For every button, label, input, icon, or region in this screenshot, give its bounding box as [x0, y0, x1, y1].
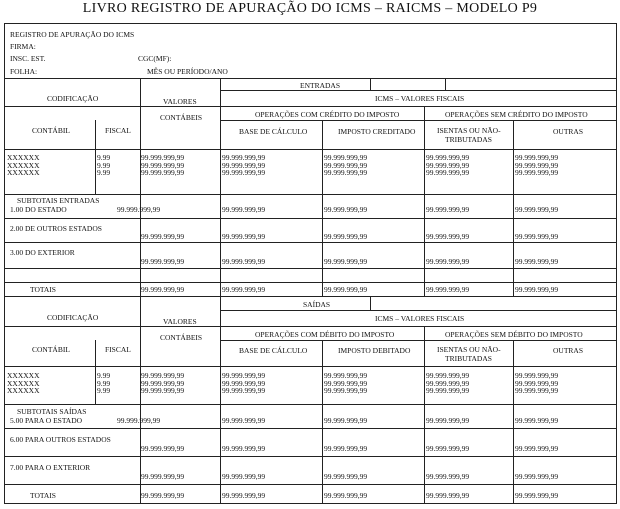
saidas-label: SAÍDAS [303, 300, 331, 309]
imposto-debitado-header: IMPOSTO DEBITADO [338, 346, 411, 355]
value-cell: 99.999.999,99 [515, 491, 559, 500]
firma-label: FIRMA: [10, 42, 36, 51]
row-label: 1.00 DO ESTADO [10, 205, 67, 214]
value-cell: 99.999.999,99 [222, 285, 266, 294]
rule [5, 149, 616, 150]
op-sem-credito-header: OPERAÇÕES SEM CRÉDITO DO IMPOSTO [445, 110, 588, 119]
value-cell: 99.999.999,99 [426, 257, 470, 266]
value-cell: 99.999.999,99 [117, 205, 161, 214]
rule [445, 78, 446, 90]
value-cell: 99.999.999,99 [324, 416, 368, 425]
tributadas-header: TRIBUTADAS [445, 135, 492, 144]
totais-label: TOTAIS [30, 285, 56, 294]
rule [370, 296, 371, 310]
value-cell: 99.999.999,99 [324, 491, 368, 500]
value-cell: 99.999.999,99 [222, 472, 266, 481]
value-cell: 99.999.999,99 [515, 285, 559, 294]
value-cell: 99.999.999,99 [515, 232, 559, 241]
value-cell: 99.999.999,99 [324, 232, 368, 241]
rule [95, 120, 96, 194]
value-cell: 99.999.999,99 [222, 257, 266, 266]
tributadas-header: TRIBUTADAS [445, 354, 492, 363]
rule [5, 296, 616, 297]
rule [220, 120, 616, 121]
value-cell: 99.999.999,99 [222, 232, 266, 241]
rule [513, 340, 514, 504]
fiscal-header: FISCAL [105, 345, 131, 354]
rule [370, 78, 371, 90]
rule [5, 404, 616, 405]
outras-header: OUTRAS [553, 346, 584, 355]
entradas-fiscal-codes: 9.99 9.99 9.99 [97, 153, 111, 178]
value-cell: 99.999.999,99 [141, 285, 185, 294]
saidas-values: 99.999.999,99 99.999.999,99 99.999.999,99 [324, 371, 368, 396]
rule [220, 90, 616, 91]
value-cell: 99.999.999,99 [141, 472, 185, 481]
contabil-header: CONTÁBIL [32, 345, 70, 354]
rule [220, 296, 221, 504]
op-credito-header: OPERAÇÕES COM CRÉDITO DO IMPOSTO [255, 110, 400, 119]
row-label: 3.00 DO EXTERIOR [10, 248, 75, 257]
rule [424, 326, 425, 504]
entradas-values: 99.999.999,99 99.999.999,99 99.999.999,99 [515, 153, 559, 178]
base-calculo-header: BASE DE CÁLCULO [239, 127, 308, 136]
rule [5, 366, 616, 367]
page-title: LIVRO REGISTRO DE APURAÇÃO DO ICMS – RAICMS – MODELO P9 [82, 1, 538, 16]
rule [5, 326, 616, 327]
totais-label: TOTAIS [30, 491, 56, 500]
codificacao-header: CODIFICAÇÃO [47, 313, 99, 322]
cgc-label: CGC(MF): [138, 54, 172, 63]
folha-label: FOLHA: [10, 67, 38, 76]
isentas-header: ISENTAS OU NÃO- [437, 345, 501, 354]
contabeis-header: CONTÁBEIS [160, 113, 203, 122]
value-cell: 99.999.999,99 [141, 444, 185, 453]
rule [322, 340, 323, 504]
rule [5, 106, 616, 107]
saidas-values: 99.999.999,99 99.999.999,99 99.999.999,99 [515, 371, 559, 396]
value-cell: 99.999.999,99 [515, 444, 559, 453]
registro-label: REGISTRO DE APURAÇÃO DO ICMS [10, 30, 135, 39]
rule [5, 218, 616, 219]
valores-header: VALORES [163, 317, 197, 326]
rule [220, 310, 616, 311]
op-debito-header: OPERAÇÕES COM DÉBITO DO IMPOSTO [255, 330, 395, 339]
entradas-items: XXXXXX XXXXXX XXXXXX [7, 153, 40, 178]
entradas-values: 99.999.999,99 99.999.999,99 99.999.999,99 [141, 153, 185, 178]
value-cell: 99.999.999,99 [324, 205, 368, 214]
rule [220, 78, 221, 296]
value-cell: 99.999.999,99 [515, 416, 559, 425]
mes-label: MÊS OU PERÍODO/ANO [147, 67, 228, 76]
rule [5, 194, 616, 195]
saidas-values: 99.999.999,99 99.999.999,99 99.999.999,99 [222, 371, 266, 396]
rule [5, 456, 616, 457]
rule [424, 106, 425, 296]
rule [5, 242, 616, 243]
value-cell: 99.999.999,99 [324, 285, 368, 294]
row-label: 6.00 PARA OUTROS ESTADOS [10, 435, 111, 444]
contabeis-header: CONTÁBEIS [160, 333, 203, 342]
row-label: 5.00 PARA O ESTADO [10, 416, 83, 425]
rule [5, 484, 616, 485]
rule [322, 120, 323, 296]
codificacao-header: CODIFICAÇÃO [47, 94, 99, 103]
value-cell: 99.999.999,99 [426, 285, 470, 294]
isentas-header: ISENTAS OU NÃO- [437, 126, 501, 135]
value-cell: 99.999.999,99 [426, 491, 470, 500]
value-cell: 99.999.999,99 [426, 472, 470, 481]
entradas-values: 99.999.999,99 99.999.999,99 99.999.999,99 [222, 153, 266, 178]
value-cell: 99.999.999,99 [426, 444, 470, 453]
rule [513, 120, 514, 296]
saidas-values: 99.999.999,99 99.999.999,99 99.999.999,99 [426, 371, 470, 396]
entradas-label: ENTRADAS [300, 81, 341, 90]
rule [5, 282, 616, 283]
value-cell: 99.999.999,99 [141, 232, 185, 241]
entradas-values: 99.999.999,99 99.999.999,99 99.999.999,99 [324, 153, 368, 178]
imposto-creditado-header: IMPOSTO CREDITADO [338, 127, 416, 136]
saidas-values: 99.999.999,99 99.999.999,99 99.999.999,99 [141, 371, 185, 396]
rule [5, 428, 616, 429]
row-label: 2.00 DE OUTROS ESTADOS [10, 224, 102, 233]
value-cell: 99.999.999,99 [117, 416, 161, 425]
rule [220, 340, 616, 341]
contabil-header: CONTÁBIL [32, 126, 70, 135]
value-cell: 99.999.999,99 [222, 444, 266, 453]
value-cell: 99.999.999,99 [515, 257, 559, 266]
fiscal-header: FISCAL [105, 126, 131, 135]
rule [5, 268, 616, 269]
value-cell: 99.999.999,99 [324, 444, 368, 453]
op-sem-debito-header: OPERAÇÕES SEM DÉBITO DO IMPOSTO [445, 330, 583, 339]
row-label: 7.00 PARA O EXTERIOR [10, 463, 91, 472]
raicms-form [4, 23, 617, 504]
value-cell: 99.999.999,99 [141, 491, 185, 500]
value-cell: 99.999.999,99 [324, 472, 368, 481]
value-cell: 99.999.999,99 [141, 257, 185, 266]
subtotais-saidas: SUBTOTAIS SAÍDAS [17, 407, 87, 416]
value-cell: 99.999.999,99 [222, 491, 266, 500]
value-cell: 99.999.999,99 [426, 416, 470, 425]
icms-header: ICMS – VALORES FISCAIS [375, 94, 465, 103]
value-cell: 99.999.999,99 [426, 205, 470, 214]
value-cell: 99.999.999,99 [515, 205, 559, 214]
outras-header: OUTRAS [553, 127, 584, 136]
base-calculo-header: BASE DE CÁLCULO [239, 346, 308, 355]
value-cell: 99.999.999,99 [222, 205, 266, 214]
saidas-fiscal-codes: 9.99 9.99 9.99 [97, 371, 111, 396]
icms-header: ICMS – VALORES FISCAIS [375, 314, 465, 323]
value-cell: 99.999.999,99 [426, 232, 470, 241]
subtotais-entradas: SUBTOTAIS ENTRADAS [17, 196, 100, 205]
entradas-values: 99.999.999,99 99.999.999,99 99.999.999,99 [426, 153, 470, 178]
rule [95, 340, 96, 404]
insc-label: INSC. EST. [10, 54, 46, 63]
rule [5, 78, 616, 79]
value-cell: 99.999.999,99 [324, 257, 368, 266]
value-cell: 99.999.999,99 [222, 416, 266, 425]
valores-header: VALORES [163, 97, 197, 106]
value-cell: 99.999.999,99 [515, 472, 559, 481]
saidas-items: XXXXXX XXXXXX XXXXXX [7, 371, 40, 396]
